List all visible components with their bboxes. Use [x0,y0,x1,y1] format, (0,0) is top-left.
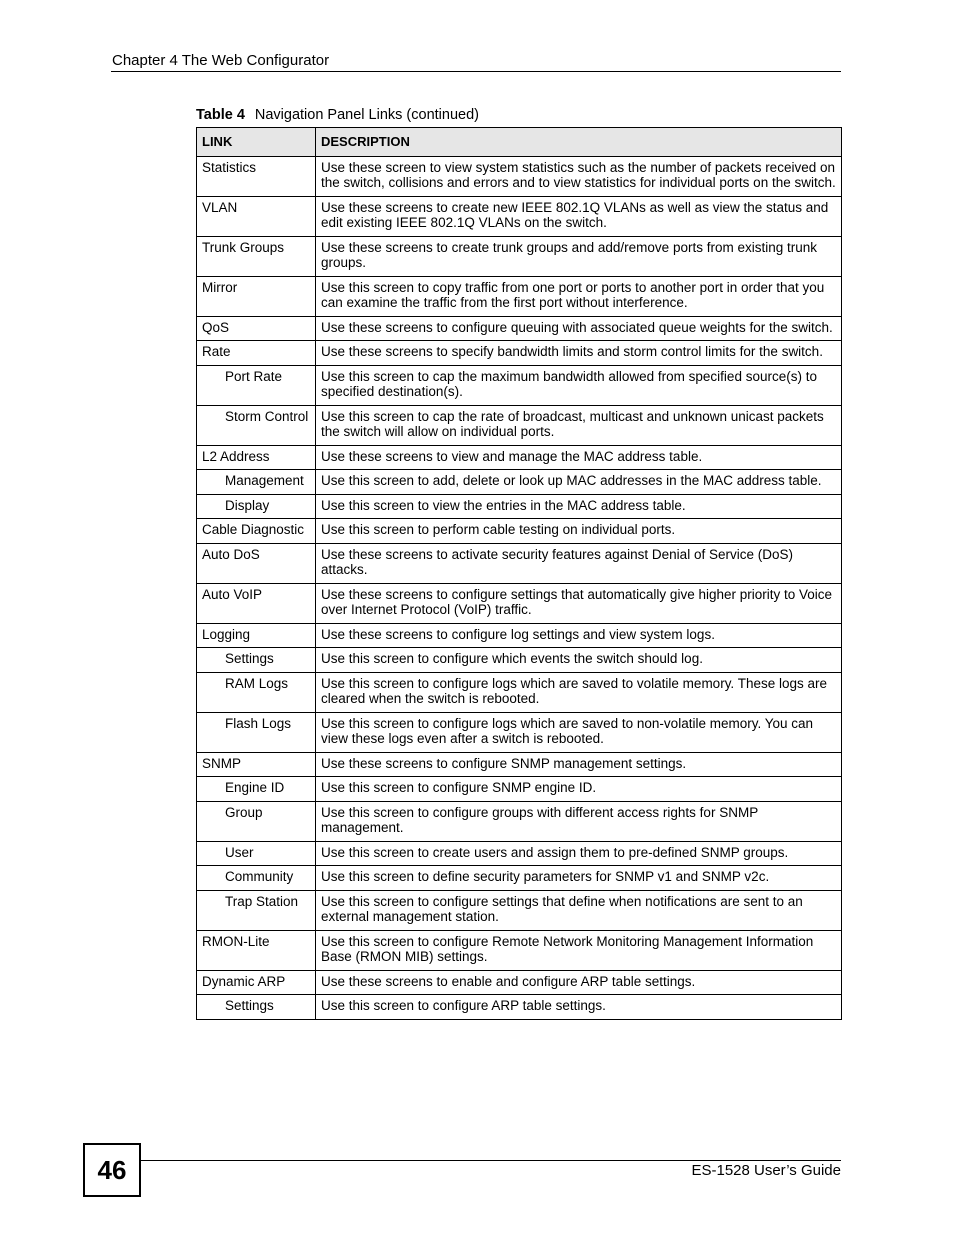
link-cell: Engine ID [197,777,316,802]
page-header [111,50,841,72]
page-number: 46 [83,1143,141,1197]
link-cell: Settings [197,648,316,673]
link-cell: User [197,841,316,866]
description-cell: Use these screens to configure SNMP management settings. [316,752,842,777]
description-cell: Use these screens to configure settings that automatically give higher priority to Voice over Internet Protocol (VoIP) traffic. [316,583,842,623]
guide-title: ES-1528 User’s Guide [691,1162,841,1179]
table-row [197,494,842,519]
link-cell: SNMP [197,752,316,777]
link-cell: Auto VoIP [197,583,316,623]
table-row [197,519,842,544]
table-row [197,236,842,276]
table-row [197,316,842,341]
link-cell: Trunk Groups [197,236,316,276]
footer-rule [140,1160,841,1161]
description-cell: Use this screen to configure logs which are saved to non-volatile memory. You can view these logs even after a switch is rebooted. [316,712,842,752]
description-cell: Use this screen to copy traffic from one port or ports to another port in order that you can examine the traffic from the first port without interference. [316,276,842,316]
description-cell: Use this screen to perform cable testing on individual ports. [316,519,842,544]
link-cell: RMON-Lite [197,930,316,970]
description-cell: Use this screen to cap the maximum bandwidth allowed from specified source(s) to specified destination(s). [316,365,842,405]
description-cell: Use this screen to configure which events the switch should log. [316,648,842,673]
table-row [197,405,842,445]
link-cell: QoS [197,316,316,341]
description-cell: Use these screens to enable and configure ARP table settings. [316,970,842,995]
description-cell: Use this screen to view the entries in the MAC address table. [316,494,842,519]
link-cell: Rate [197,341,316,366]
table-row [197,672,842,712]
table-row [197,890,842,930]
table-caption-label: Table 4 [196,107,245,123]
column-header-link: LINK [197,128,316,157]
table-caption [196,107,479,123]
link-cell: Logging [197,623,316,648]
description-cell: Use these screens to configure queuing with associated queue weights for the switch. [316,316,842,341]
description-cell: Use this screen to configure SNMP engine ID. [316,777,842,802]
description-cell: Use this screen to add, delete or look up MAC addresses in the MAC address table. [316,470,842,495]
description-cell: Use this screen to configure Remote Network Monitoring Management Information Base (RMON MIB) settings. [316,930,842,970]
table-row [197,841,842,866]
description-cell: Use this screen to configure ARP table settings. [316,995,842,1020]
table-row [197,365,842,405]
description-cell: Use this screen to configure groups with different access rights for SNMP management. [316,801,842,841]
link-cell: Community [197,866,316,891]
description-cell: Use these screens to view and manage the MAC address table. [316,445,842,470]
table-row [197,801,842,841]
link-cell: Group [197,801,316,841]
table-row [197,196,842,236]
link-cell: Trap Station [197,890,316,930]
description-cell: Use this screen to define security parameters for SNMP v1 and SNMP v2c. [316,866,842,891]
description-cell: Use these screens to specify bandwidth limits and storm control limits for the switch. [316,341,842,366]
description-cell: Use this screen to cap the rate of broadcast, multicast and unknown unicast packets the switch will allow on individual ports. [316,405,842,445]
table-row [197,445,842,470]
description-cell: Use these screens to configure log settings and view system logs. [316,623,842,648]
link-cell: Mirror [197,276,316,316]
link-cell: Settings [197,995,316,1020]
description-cell: Use these screens to activate security features against Denial of Service (DoS) attacks. [316,543,842,583]
table-row [197,995,842,1020]
table-header-row [197,128,842,157]
table-row [197,866,842,891]
column-header-description: DESCRIPTION [316,128,842,157]
table-row [197,341,842,366]
link-cell: Flash Logs [197,712,316,752]
table-row [197,712,842,752]
link-cell: Display [197,494,316,519]
description-cell: Use this screen to configure logs which are saved to volatile memory. These logs are cleared when the switch is rebooted. [316,672,842,712]
description-cell: Use this screen to configure settings that define when notifications are sent to an external management station. [316,890,842,930]
navigation-panel-links-table [196,127,842,1020]
table-row [197,970,842,995]
table-row [197,583,842,623]
link-cell: L2 Address [197,445,316,470]
table-row [197,156,842,196]
link-cell: Cable Diagnostic [197,519,316,544]
table-row [197,623,842,648]
link-cell: Statistics [197,156,316,196]
description-cell: Use this screen to create users and assign them to pre-defined SNMP groups. [316,841,842,866]
table-body [197,156,842,1019]
link-cell: VLAN [197,196,316,236]
table-row [197,470,842,495]
table-row [197,777,842,802]
link-cell: Auto DoS [197,543,316,583]
link-cell: Management [197,470,316,495]
description-cell: Use these screens to create trunk groups and add/remove ports from existing trunk groups. [316,236,842,276]
table-row [197,648,842,673]
chapter-title: Chapter 4 The Web Configurator [112,52,330,69]
link-cell: Storm Control [197,405,316,445]
table-row [197,930,842,970]
description-cell: Use these screens to create new IEEE 802.1Q VLANs as well as view the status and edit existing IEEE 802.1Q VLANs on the switch. [316,196,842,236]
description-cell: Use these screen to view system statistics such as the number of packets received on the switch, collisions and errors and to view statistics for individual ports on the switch. [316,156,842,196]
link-cell: Dynamic ARP [197,970,316,995]
table-caption-text: Navigation Panel Links (continued) [254,107,479,123]
table-row [197,543,842,583]
link-cell: Port Rate [197,365,316,405]
table-row [197,276,842,316]
link-cell: RAM Logs [197,672,316,712]
table-row [197,752,842,777]
